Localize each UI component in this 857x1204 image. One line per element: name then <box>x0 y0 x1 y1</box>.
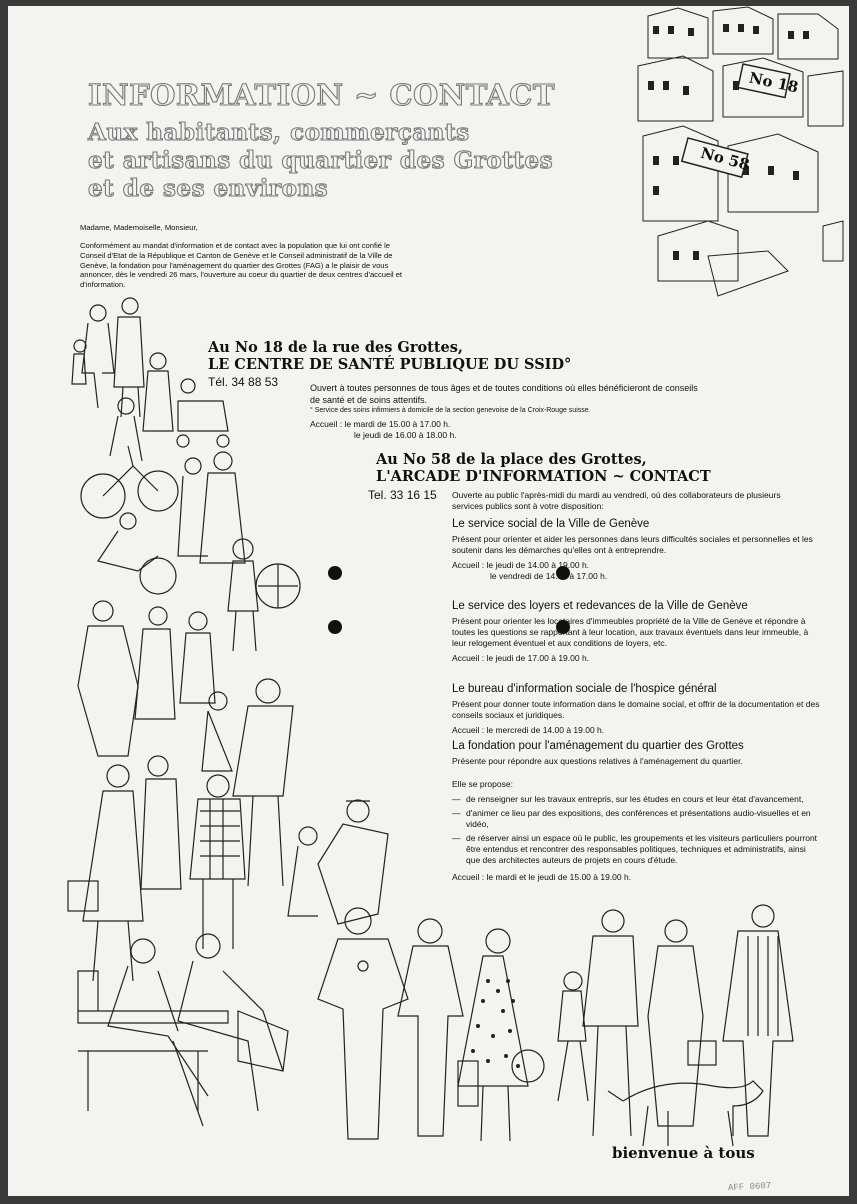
purpose-list <box>452 794 822 866</box>
service-hours-line2: le vendredi de 14.00 à 17.00 h. <box>490 571 608 582</box>
service-fondation <box>452 739 822 767</box>
center18-hours-line2: le jeudi de 16.00 à 18.00 h. <box>354 430 457 441</box>
punch-hole-1 <box>328 566 342 580</box>
center58-phone: Tel. 33 16 15 <box>368 488 437 502</box>
purpose-hours: Accueil : le mardi et le jeudi de 15.00 à 19.00 h. <box>452 872 632 883</box>
main-title: INFORMATION ~ CONTACT <box>88 78 555 112</box>
center18-phone: Tél. 34 88 53 <box>208 375 279 389</box>
service-hours-line1: Accueil : le jeudi de 17.00 à 19.00 h. <box>452 653 590 664</box>
service-bureau <box>452 682 822 736</box>
center18-description: Ouvert à toutes personnes de tous âges et de toutes conditions où elles bénéficieront de conseils de santé et de soins attentifs. <box>310 383 698 405</box>
service-hours-line1: Accueil : le mercredi de 14.00 à 19.00 h. <box>452 725 605 736</box>
service-title: Le service des loyers et redevances de la Ville de Genève <box>452 600 748 612</box>
purpose-item: — de renseigner sur les travaux entrepris, sur les études en cours et leur état d'avancement, <box>452 794 822 805</box>
sign-18-label: No 18 <box>747 68 800 97</box>
purpose-item: — de réserver ainsi un espace où le public, les groupements et les visiteurs particuliers pourront être entendus et rencontrer des responsables politiques, techniques et administratifs, ainsi que des architectes auteurs de projets en cours d'étude. <box>452 833 822 866</box>
service-title: Le bureau d'information sociale de l'hospice général <box>452 683 717 695</box>
archive-reference: AFF 0607 <box>727 1180 772 1194</box>
punch-hole-2 <box>328 620 342 634</box>
center58-heading-line1: Au No 58 de la place des Grottes, <box>376 451 647 468</box>
center18-heading-line2: LE CENTRE DE SANTÉ PUBLIQUE DU SSID° <box>208 356 572 373</box>
service-description: Présent pour orienter les locataires d'immeubles propriété de la Ville de Genève et répondre à toutes les questions se rapportant à leur location, aux travaux éventuels dans leur immeuble, à leur relogement éventuel et aux conditions de loyers, etc. <box>452 615 809 649</box>
service-loyers <box>452 599 822 664</box>
center58-heading-line2: L'ARCADE D'INFORMATION ~ CONTACT <box>376 468 711 485</box>
subtitle-line-1: Aux habitants, commerçants <box>88 119 470 146</box>
poster-sheet <box>8 6 849 1196</box>
city-illustration <box>628 6 849 306</box>
service-title: Le service social de la Ville de Genève <box>452 518 650 530</box>
service-hours-line1: Accueil : le jeudi de 14.00 à 19.00 h. <box>452 560 590 571</box>
service-description: Présente pour répondre aux questions relatives à l'aménagement du quartier. <box>452 755 743 766</box>
center18-footnote: ° Service des soins infirmiers à domicile de la section genevoise de la Croix-Rouge suisse. <box>310 407 591 414</box>
welcome-text: bienvenue à tous <box>612 1144 755 1162</box>
center18-heading-line1: Au No 18 de la rue des Grottes, <box>208 339 463 356</box>
center18-hours-line1: Accueil : le mardi de 15.00 à 17.00 h. <box>310 419 451 429</box>
sign-58-label: No 58 <box>698 143 752 174</box>
service-title: La fondation pour l'aménagement du quartier des Grottes <box>452 740 744 752</box>
intro-block <box>80 223 410 298</box>
subtitle-line-3: et de ses environs <box>88 175 329 202</box>
purpose-item: — d'animer ce lieu par des expositions, des conférences et présentations audio-visuelles et en vidéo, <box>452 808 822 830</box>
service-description: Présent pour donner toute information dans le domaine social, et offrir de la documentation et des conseils sociaux et juridiques. <box>452 698 820 720</box>
subtitle-line-2: et artisans du quartier des Grottes <box>88 147 554 174</box>
purpose-lead: Elle se propose: <box>452 779 513 789</box>
center58-intro: Ouverte au public l'après-midi du mardi au vendredi, où des collaborateurs de plusieurs services publics sont à votre disposition: <box>452 490 781 512</box>
purpose-block <box>452 779 822 883</box>
intro-salutation: Madame, Mademoiselle, Monsieur, <box>80 223 198 232</box>
intro-body: Conformément au mandat d'information et de contact avec la population que lui ont confié le Conseil d'Etat de la République et Canton de Genève et le Conseil administratif de la Ville de Genève, la fondation pour l'aménagement du quartier des Grottes (FAG) a le plaisir de vous annoncer, dès le vendredi 26 mars, l'ouverture au coeur du quartier de deux centres d'accueil et d'information. <box>80 240 403 290</box>
service-social <box>452 517 822 582</box>
service-description: Présent pour orienter et aider les personnes dans leurs difficultés sociales et personnelles et les soutenir dans les démarches qu'elles ont à entreprendre. <box>452 533 813 555</box>
center18-hours <box>310 419 457 442</box>
